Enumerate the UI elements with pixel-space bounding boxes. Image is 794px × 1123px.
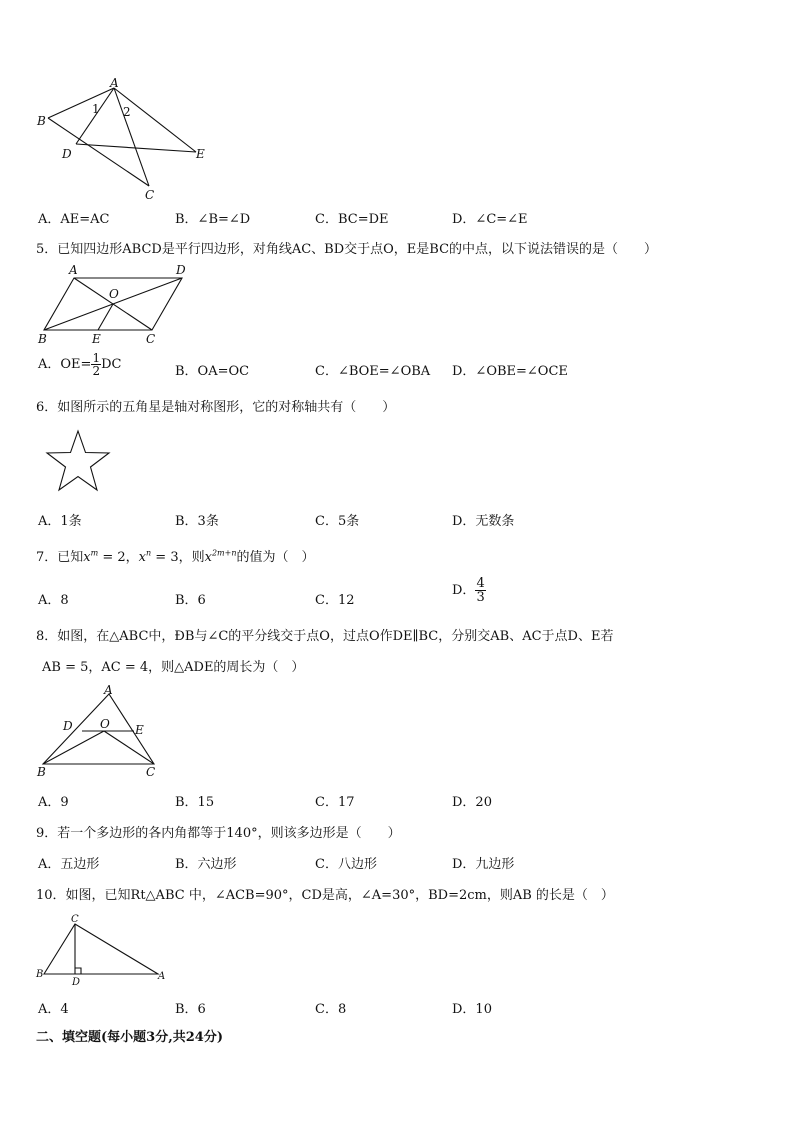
q4-option-a[interactable]: A．AE=AC [38,212,110,227]
section-2-heading: 二、填空题(每小题3分,共24分) [36,1030,223,1045]
q4-label-e: E [196,147,205,161]
q6-option-c[interactable]: C．5条 [315,514,360,529]
q8-option-b[interactable]: B．15 [175,795,215,810]
q8-label-o: O [100,717,110,731]
q7-sup-n: n [146,548,152,558]
q8-option-c[interactable]: C．17 [315,795,355,810]
q7-option-d-prefix: D． [452,583,476,598]
q10-label-a: A [158,971,166,982]
five-point-star-icon [47,431,109,490]
q4-angle-2: 2 [123,105,131,119]
q5-option-a-prefix: A．OE= [38,357,92,372]
q10-label-d: D [72,977,81,988]
q7-sup-expr: 2m+n [211,548,237,558]
q8-label-d: D [63,719,73,733]
q7-option-d[interactable] [452,577,486,604]
q4-option-d[interactable]: D．∠C=∠E [452,212,528,227]
q7-sup-m: m [90,548,99,558]
q8-option-d[interactable]: D．20 [452,795,492,810]
q9-option-a[interactable]: A．五边形 [38,857,100,872]
q7-stem [36,546,314,565]
q5-option-b[interactable]: B．OA=OC [175,364,250,379]
q4-figure [30,74,220,204]
q5-option-c[interactable]: C．∠BOE=∠OBA [315,364,431,379]
q4-option-c[interactable]: C．BC=DE [315,212,389,227]
q5-option-d[interactable]: D．∠OBE=∠OCE [452,364,568,379]
q7-option-d-den: 3 [476,590,485,605]
q9-option-b[interactable]: B．六边形 [175,857,237,872]
q8-label-a: A [104,683,113,697]
q7-option-a[interactable]: A．8 [38,593,69,608]
q8-stem-line-2: AB = 5，AC = 4，则△ADE的周长为（ ） [42,660,305,675]
q5-label-o: O [109,287,119,301]
q8-figure [34,682,164,782]
q9-option-c[interactable]: C．八边形 [315,857,377,872]
q9-option-d[interactable]: D．九边形 [452,857,515,872]
q7-option-d-fraction [475,577,485,604]
q10-stem: 10．如图，已知Rt△ABC 中，∠ACB=90°，CD是高，∠A=30°，BD=2cm，则AB 的长是（ ） [36,888,614,903]
q10-label-c: C [71,914,79,925]
q5-label-d: D [176,263,186,277]
q10-option-a[interactable]: A．4 [38,1002,69,1017]
q7-option-c[interactable]: C．12 [315,593,355,608]
q8-label-c: C [146,765,156,779]
q4-label-d: D [62,147,72,161]
q9-stem: 9．若一个多边形的各内角都等于140°，则该多边形是（ ） [36,826,401,841]
q8-stem-line-1: 8．如图，在△ABC中，ÐB与∠C的平分线交于点O，过点O作DE∥BC，分别交AB、AC于点D、E若 [36,629,614,644]
q7-eq-2: = 2， [98,550,139,565]
q5-label-c: C [146,332,156,346]
q5-option-a[interactable] [38,352,121,377]
q10-option-d[interactable]: D．10 [452,1002,492,1017]
q4-option-b[interactable]: B．∠B=∠D [175,212,251,227]
q7-stem-start: 7．已知 [36,550,84,565]
q4-label-b: B [37,114,46,128]
q10-option-c[interactable]: C．8 [315,1002,347,1017]
q5-label-e: E [92,332,101,346]
q5-stem: 5．已知四边形ABCD是平行四边形，对角线AC、BD交于点O，E是BC的中点，以下说法错误的是（ ） [36,242,658,257]
q5-label-b: B [38,332,47,346]
q6-option-a[interactable]: A．1条 [38,514,82,529]
q8-label-b: B [37,765,46,779]
q7-option-d-num: 4 [476,576,485,591]
q7-x-2: x [138,550,146,565]
q10-label-b: B [36,969,44,980]
q5-option-a-num: 1 [92,351,101,365]
q7-x-3: x [204,550,212,565]
q7-x-1: x [83,550,91,565]
q8-label-e: E [135,723,144,737]
q6-stem: 6．如图所示的五角星是轴对称图形，它的对称轴共有（ ） [36,400,396,415]
q4-label-c: C [145,188,155,202]
q4-angle-1: 1 [92,102,100,116]
q7-eq-3: = 3，则 [151,550,205,565]
q7-option-b[interactable]: B．6 [175,593,206,608]
q5-figure [34,262,194,347]
q6-option-b[interactable]: B．3条 [175,514,219,529]
q7-stem-end: 的值为（ ） [236,550,315,565]
q8-option-a[interactable]: A．9 [38,795,69,810]
q5-option-a-den: 2 [92,364,101,378]
q5-option-a-suffix: DC [101,357,122,372]
q6-figure [44,428,114,494]
q10-option-b[interactable]: B．6 [175,1002,206,1017]
q6-option-d[interactable]: D．无数条 [452,514,515,529]
q5-option-a-fraction [91,352,101,377]
q5-label-a: A [69,263,78,277]
q10-figure [34,910,174,990]
q4-label-a: A [110,76,119,90]
